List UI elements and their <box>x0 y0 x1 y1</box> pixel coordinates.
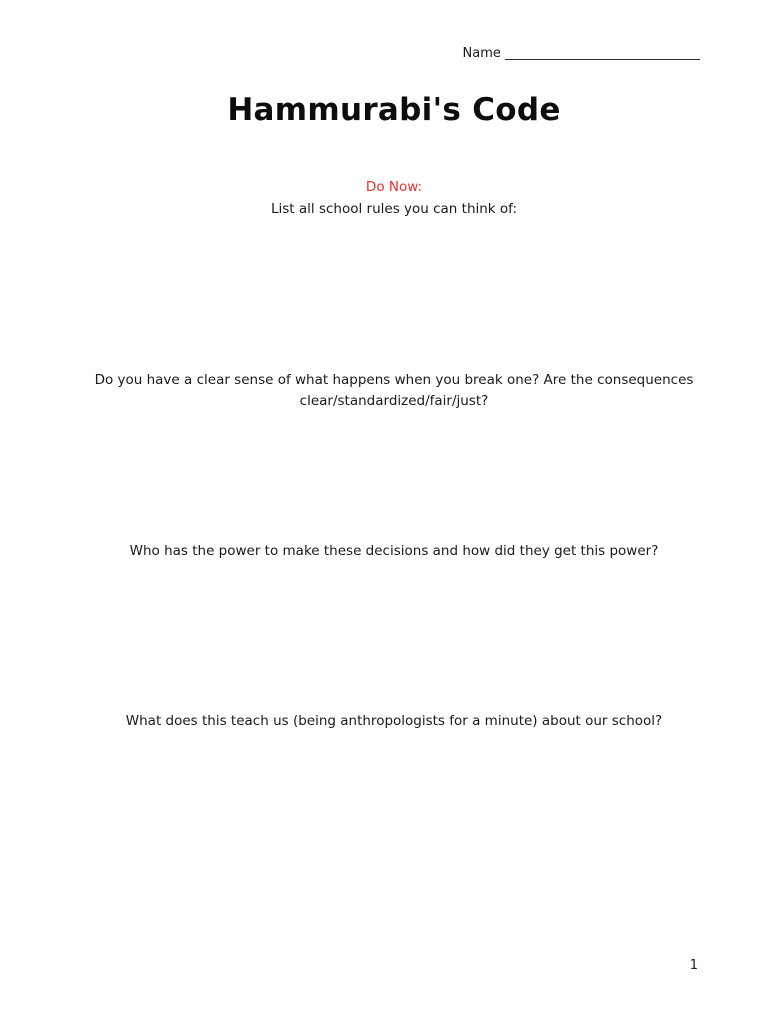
question-consequences <box>0 370 768 412</box>
do-now-prompt: List all school rules you can think of: <box>271 201 517 217</box>
page-number: 1 <box>689 958 698 973</box>
question-anthropology: What does this teach us (being anthropologists for a minute) about our school? <box>125 713 663 729</box>
do-now-label: Do Now: <box>365 179 423 195</box>
question-consequences-text: Do you have a clear sense of what happens when you break one? Are the consequences clear/standardized/fair/just? <box>94 372 694 409</box>
name-field-label: Name ______________________________ <box>462 46 700 61</box>
question-power: Who has the power to make these decisions and how did they get this power? <box>129 543 659 559</box>
page-title: Hammurabi's Code <box>227 92 561 128</box>
